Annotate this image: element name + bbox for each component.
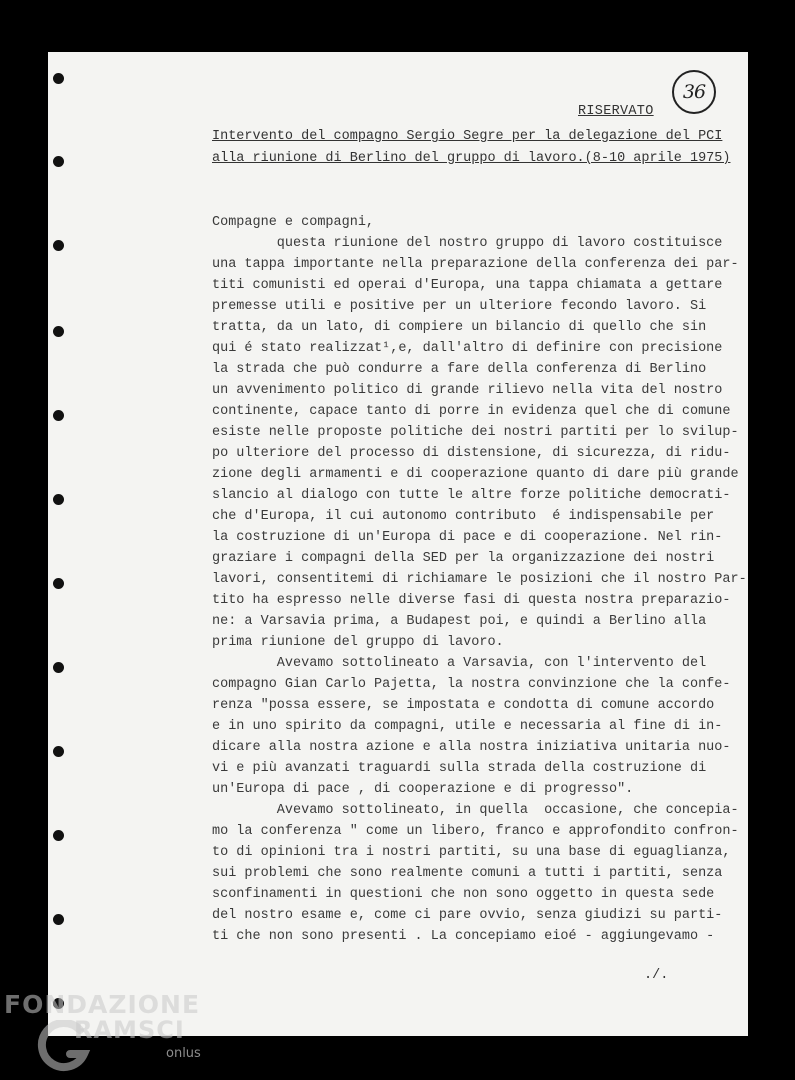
body-line: Avevamo sottolineato, in quella occasione, che concepia- [212, 803, 739, 818]
binder-hole [53, 326, 64, 337]
body-line: un avvenimento politico di grande rilievo nella vita del nostro [212, 383, 723, 398]
body-line: che d'Europa, il cui autonomo contributo é indispensabile per [212, 509, 715, 524]
body-line: esiste nelle proposte politiche dei nostri partiti per lo svilup- [212, 425, 739, 440]
continuation-mark: ./. [644, 968, 669, 983]
body-line: lavori, consentitemi di richiamare le posizioni che il nostro Par- [212, 572, 747, 587]
body-line: titi comunisti ed operai d'Europa, una tappa chiamata a gettare [212, 278, 723, 293]
binder-hole [53, 240, 64, 251]
body-line: del nostro esame e, come ci pare ovvio, senza giudizi su parti- [212, 908, 723, 923]
body-line: slancio al dialogo con tutte le altre forze politiche democrati- [212, 488, 731, 503]
salutation: Compagne e compagni, [212, 215, 375, 230]
body-line: la costruzione di un'Europa di pace e di cooperazione. Nel rin- [212, 530, 723, 545]
handwritten-page-number: 36 [672, 70, 716, 114]
body-line: graziare i compagni della SED per la organizzazione dei nostri [212, 551, 715, 566]
body-line: qui é stato realizzat¹,e, dall'altro di definire con precisione [212, 341, 723, 356]
body-line: prima riunione del gruppo di lavoro. [212, 635, 504, 650]
binder-hole [53, 914, 64, 925]
body-line: renza "possa essere, se impostata e condotta di comune accordo [212, 698, 715, 713]
binder-hole [53, 156, 64, 167]
watermark-suffix: onlus [166, 1046, 201, 1061]
body-line: vi e più avanzati traguardi sulla strada della costruzione di [212, 761, 707, 776]
watermark-line2: RAMSCI [74, 1016, 185, 1044]
body-line: zione degli armamenti e di cooperazione quanto di dare più grande [212, 467, 739, 482]
body-line: tito ha espresso nelle diverse fasi di questa nostra preparazio- [212, 593, 731, 608]
document-body [212, 212, 747, 947]
body-line: dicare alla nostra azione e alla nostra iniziativa unitaria nuo- [212, 740, 731, 755]
body-line: ne: a Varsavia prima, a Budapest poi, e quindi a Berlino alla [212, 614, 707, 629]
binder-hole [53, 830, 64, 841]
body-line: e in uno spirito da compagni, utile e necessaria al fine di in- [212, 719, 723, 734]
binder-hole [53, 410, 64, 421]
body-line: Avevamo sottolineato a Varsavia, con l'intervento del [212, 656, 707, 671]
body-line: un'Europa di pace , di cooperazione e di progresso". [212, 782, 634, 797]
body-line: una tappa importante nella preparazione della conferenza dei par- [212, 257, 739, 272]
body-line: continente, capace tanto di porre in evidenza quel che di comune [212, 404, 731, 419]
binder-hole [53, 662, 64, 673]
watermark-line1: FONDAZIONE [4, 990, 201, 1019]
body-line: sui problemi che sono realmente comuni a tutti i partiti, senza [212, 866, 723, 881]
body-paragraphs [212, 233, 747, 947]
body-line: questa riunione del nostro gruppo di lavoro costituisce [212, 236, 723, 251]
body-line: to di opinioni tra i nostri partiti, su una base di eguaglianza, [212, 845, 731, 860]
binder-hole [53, 73, 64, 84]
classification-label: RISERVATO [578, 104, 654, 119]
body-line: po ulteriore del processo di distensione, di sicurezza, di ridu- [212, 446, 731, 461]
body-line: mo la conferenza " come un libero, franco e approfondito confron- [212, 824, 739, 839]
body-line: sconfinamenti in questioni che non sono oggetto in questa sede [212, 887, 715, 902]
body-line: compagno Gian Carlo Pajetta, la nostra convinzione che la confe- [212, 677, 731, 692]
foundation-watermark [4, 990, 201, 1061]
heading-line: alla riunione di Berlino del gruppo di lavoro.(8-10 aprile 1975) [212, 151, 731, 166]
document-heading [212, 126, 730, 170]
heading-line: Intervento del compagno Sergio Segre per la delegazione del PCI [212, 129, 723, 144]
body-line: tratta, da un lato, di compiere un bilancio di quello che sin [212, 320, 707, 335]
body-line: ti che non sono presenti . La concepiamo eioé - aggiungevamo - [212, 929, 715, 944]
body-line: la strada che può condurre a fare della conferenza di Berlino [212, 362, 707, 377]
body-line: premesse utili e positive per un ulteriore fecondo lavoro. Si [212, 299, 707, 314]
binder-hole [53, 746, 64, 757]
binder-hole [53, 494, 64, 505]
binder-hole [53, 578, 64, 589]
